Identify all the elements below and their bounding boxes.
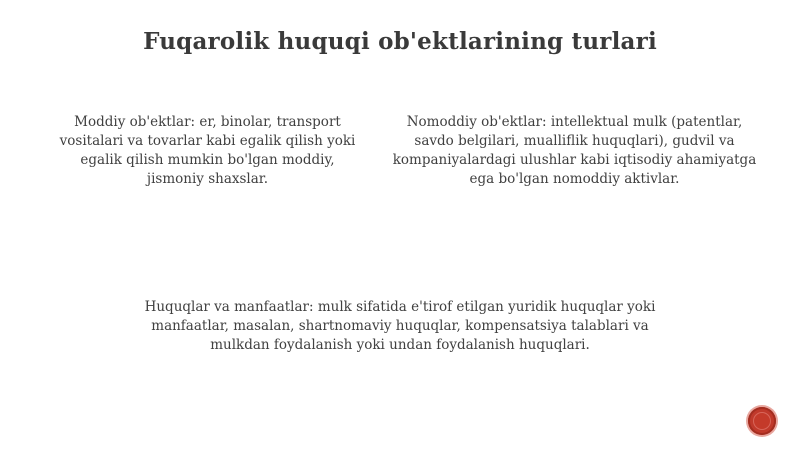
tangible-objects-text: Moddiy ob'ektlar: er, binolar, transport vositalari va tovarlar kabi egalik qilish yoki egalik qilish mumkin bo'lgan moddiy, jismoniy shaxslar. [59, 114, 356, 187]
slide-title: Fuqarolik huquqi ob'ektlarining turlari [143, 28, 657, 55]
rights-and-interests-text: Huquqlar va manfaatlar: mulk sifatida e'tirof etilgan yuridik huquqlar yoki manfaatlar, masalan, shartnomaviy huquqlar, kompensatsiya talablari va mulkdan foydalanish yoki undan foydalanish huquqlari. [144, 299, 656, 353]
intangible-objects-text: Nomoddiy ob'ektlar: intellektual mulk (patentlar, savdo belgilari, mualliflik huquqlari), gudvil va kompaniyalardagi ulushlar kabi iqtisodiy ahamiyatga ega bo'lgan nomoddiy aktivlar. [392, 114, 757, 187]
next-slide-circle-icon [753, 412, 771, 430]
next-slide-button[interactable] [748, 407, 776, 435]
